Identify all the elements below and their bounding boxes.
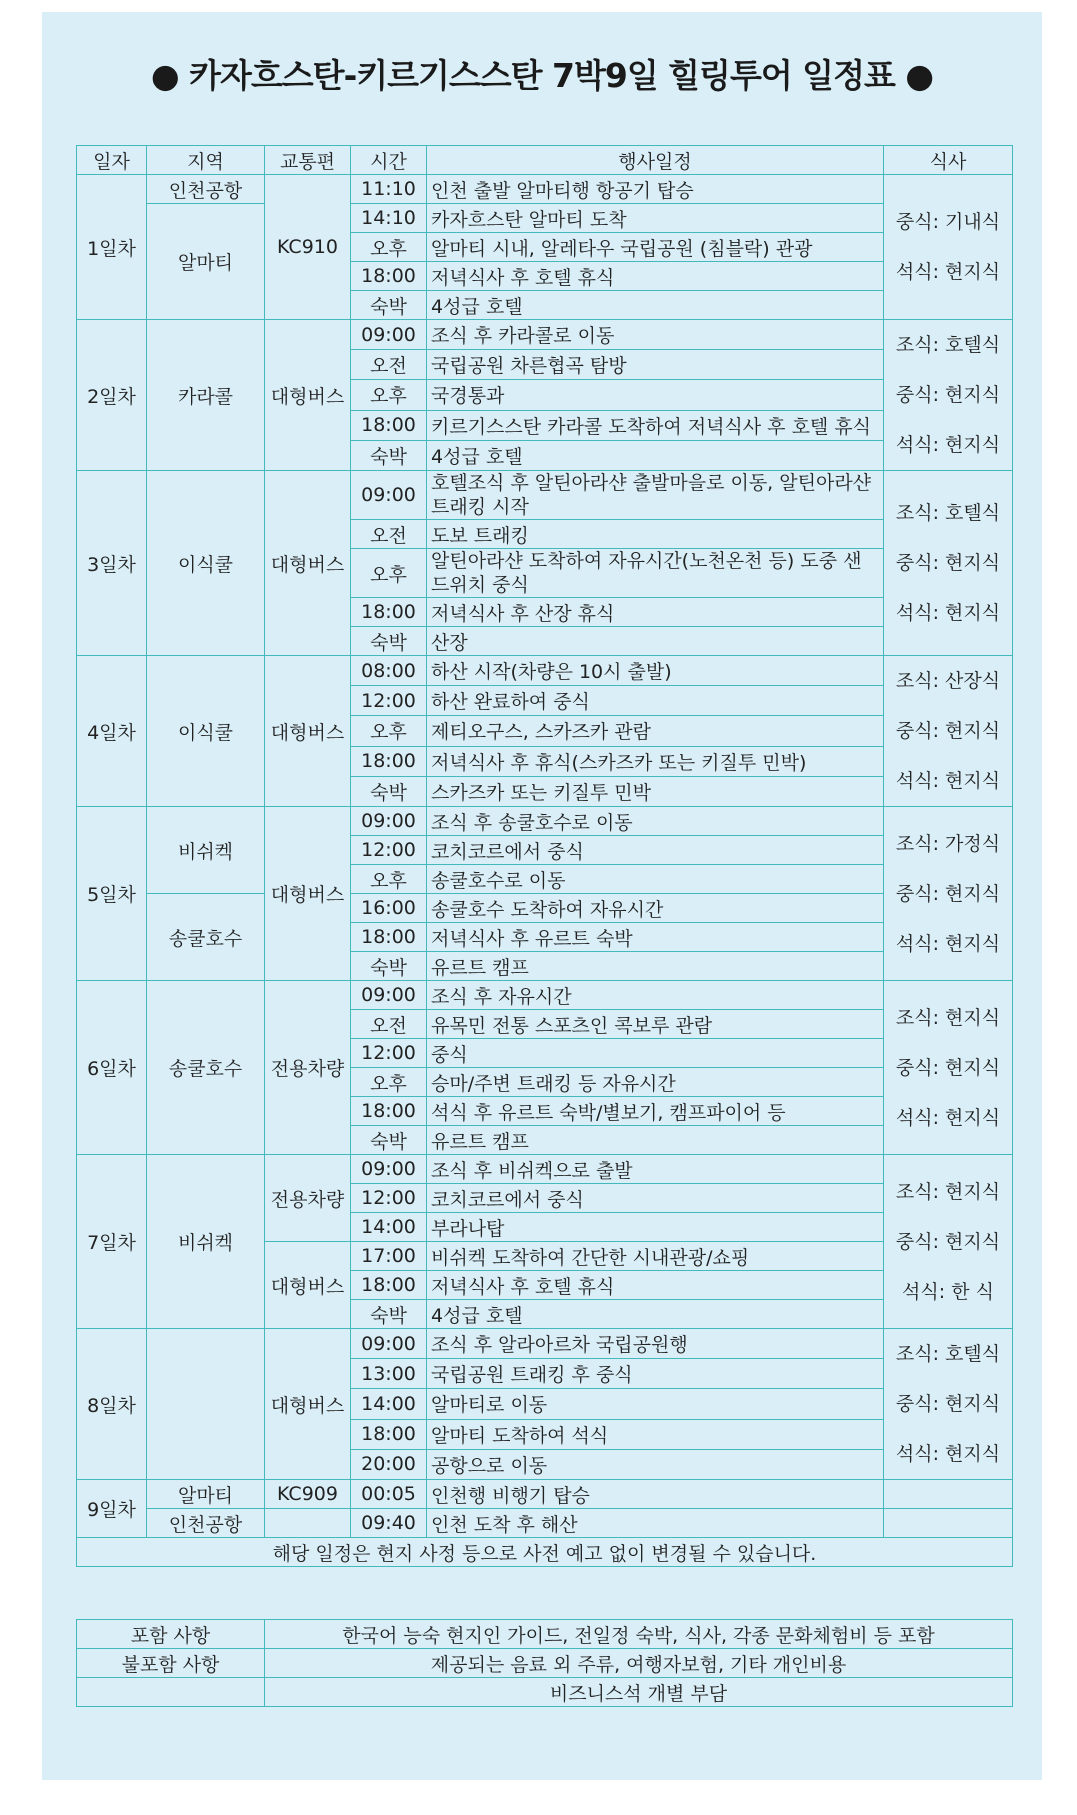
time-cell: 18:00 <box>351 598 427 627</box>
meals-cell <box>884 471 1013 656</box>
notice-row <box>77 1538 1013 1567</box>
transport-cell: 대형버스 <box>265 1242 351 1329</box>
meal-entry: 중식: 현지식 <box>895 720 1001 742</box>
activity-cell: 공항으로 이동 <box>427 1449 884 1479</box>
meal-entry: 조식: 가정식 <box>895 832 1001 855</box>
activity-cell: 비쉬켁 도착하여 간단한 시내관광/쇼핑 <box>427 1242 884 1271</box>
page-title: ● 카자흐스탄-키르기스스탄 7박9일 힐링투어 일정표 ● <box>150 56 934 95</box>
time-cell: 오후 <box>351 380 427 410</box>
meal-entry: 석식: 현지식 <box>895 602 1001 624</box>
transport-cell: 전용차량 <box>265 1155 351 1242</box>
meal-entry: 중식: 현지식 <box>895 384 1001 406</box>
time-cell: 오전 <box>351 1010 427 1039</box>
time-cell: 12:00 <box>351 1039 427 1068</box>
activity-cell: 유목민 전통 스포츠인 콕보루 관람 <box>427 1010 884 1039</box>
schedule-sheet <box>42 12 1042 1780</box>
day-label: 7일차 <box>77 1155 147 1329</box>
activity-cell: 저녁식사 후 휴식(스카즈카 또는 키질투 민박) <box>427 746 884 776</box>
time-cell: 오후 <box>351 865 427 894</box>
region-cell <box>147 1329 265 1480</box>
schedule-table <box>76 145 1013 1567</box>
meal-entry: 석식: 현지식 <box>895 434 1001 456</box>
header-row <box>77 146 1013 175</box>
header-time: 시간 <box>351 146 427 175</box>
activity-cell: 저녁식사 후 호텔 휴식 <box>427 262 884 291</box>
time-cell: 13:00 <box>351 1359 427 1389</box>
time-cell: 17:00 <box>351 1242 427 1271</box>
schedule-row <box>77 1329 1013 1359</box>
schedule-row <box>77 807 1013 836</box>
meal-entry: 석식: 현지식 <box>895 1106 1001 1129</box>
meals-cell <box>884 1480 1013 1509</box>
region-cell: 알마티 <box>147 204 265 320</box>
activity-cell: 조식 후 카라콜로 이동 <box>427 320 884 350</box>
meal-entry: 중식: 현지식 <box>895 1230 1001 1253</box>
time-cell: 18:00 <box>351 746 427 776</box>
time-cell: 12:00 <box>351 836 427 865</box>
activity-cell: 호텔조식 후 알틴아라샨 출발마을로 이동, 알틴아라샨 트래킹 시작 <box>427 471 884 520</box>
time-cell: 00:05 <box>351 1480 427 1509</box>
extras-value: 한국어 능숙 현지인 가이드, 전일정 숙박, 식사, 각종 문화체험비 등 포함 <box>265 1620 1013 1649</box>
extras-value: 비즈니스석 개별 부담 <box>265 1678 1013 1707</box>
transport-cell: 대형버스 <box>265 656 351 807</box>
activity-cell: 4성급 호텔 <box>427 291 884 320</box>
day-label: 3일차 <box>77 471 147 656</box>
time-cell: 12:00 <box>351 686 427 716</box>
schedule-row <box>77 1509 1013 1538</box>
day-label: 2일차 <box>77 320 147 471</box>
activity-cell: 인천 도착 후 해산 <box>427 1509 884 1538</box>
activity-cell: 조식 후 비쉬켁으로 출발 <box>427 1155 884 1184</box>
time-cell: 09:00 <box>351 320 427 350</box>
meal-entry: 조식: 산장식 <box>895 670 1001 692</box>
activity-cell: 인천행 비행기 탑승 <box>427 1480 884 1509</box>
region-cell: 송쿨호수 <box>147 981 265 1155</box>
extras-table <box>76 1619 1013 1707</box>
extras-row <box>77 1620 1013 1649</box>
time-cell: 14:00 <box>351 1389 427 1419</box>
activity-cell: 알마티로 이동 <box>427 1389 884 1419</box>
meal-entry: 석식: 현지식 <box>895 1443 1001 1465</box>
time-cell: 숙박 <box>351 1300 427 1329</box>
activity-cell: 제티오구스, 스카즈카 관람 <box>427 716 884 746</box>
activity-cell: 조식 후 자유시간 <box>427 981 884 1010</box>
activity-cell: 하산 시작(차량은 10시 출발) <box>427 656 884 686</box>
meals-cell <box>884 981 1013 1155</box>
activity-cell: 알틴아라샨 도착하여 자유시간(노천온천 등) 도중 샌드위치 중식 <box>427 549 884 598</box>
meal-entry: 조식: 현지식 <box>895 1006 1001 1029</box>
schedule-row <box>77 204 1013 233</box>
extras-value: 제공되는 음료 외 주류, 여행자보험, 기타 개인비용 <box>265 1649 1013 1678</box>
time-cell: 숙박 <box>351 440 427 470</box>
transport-cell: 대형버스 <box>265 471 351 656</box>
activity-cell: 승마/주변 트래킹 등 자유시간 <box>427 1068 884 1097</box>
meal-entry: 석식: 현지식 <box>895 932 1001 955</box>
extras-label <box>77 1678 265 1707</box>
extras-label: 포함 사항 <box>77 1620 265 1649</box>
meals-cell <box>884 1155 1013 1329</box>
time-cell: 오전 <box>351 350 427 380</box>
activity-cell: 송쿨호수 도착하여 자유시간 <box>427 894 884 923</box>
transport-cell: 대형버스 <box>265 320 351 471</box>
day-label: 8일차 <box>77 1329 147 1480</box>
time-cell: 18:00 <box>351 1419 427 1449</box>
activity-cell: 조식 후 알라아르차 국립공원행 <box>427 1329 884 1359</box>
activity-cell: 조식 후 송쿨호수로 이동 <box>427 807 884 836</box>
meals-cell <box>884 1509 1013 1538</box>
meal-entry: 석식: 현지식 <box>895 770 1001 792</box>
time-cell: 16:00 <box>351 894 427 923</box>
day-label: 1일차 <box>77 175 147 320</box>
time-cell: 09:00 <box>351 1155 427 1184</box>
time-cell: 14:10 <box>351 204 427 233</box>
extras-row <box>77 1678 1013 1707</box>
activity-cell: 알마티 시내, 알레타우 국립공원 (침블락) 관광 <box>427 233 884 262</box>
meal-entry: 조식: 현지식 <box>895 1180 1001 1203</box>
time-cell: 09:00 <box>351 981 427 1010</box>
time-cell: 09:00 <box>351 1329 427 1359</box>
schedule-row <box>77 1480 1013 1509</box>
activity-cell: 키르기스스탄 카라콜 도착하여 저녁식사 후 호텔 휴식 <box>427 410 884 440</box>
activity-cell: 국립공원 트래킹 후 중식 <box>427 1359 884 1389</box>
meal-entry: 중식: 현지식 <box>895 1393 1001 1415</box>
transport-cell: 대형버스 <box>265 807 351 981</box>
activity-cell: 송쿨호수로 이동 <box>427 865 884 894</box>
schedule-row <box>77 894 1013 923</box>
time-cell: 08:00 <box>351 656 427 686</box>
meal-entry: 조식: 호텔식 <box>895 334 1001 356</box>
time-cell: 20:00 <box>351 1449 427 1479</box>
header-day: 일자 <box>77 146 147 175</box>
activity-cell: 유르트 캠프 <box>427 952 884 981</box>
time-cell: 숙박 <box>351 627 427 656</box>
meal-entry: 중식: 현지식 <box>895 882 1001 905</box>
time-cell: 18:00 <box>351 1271 427 1300</box>
region-cell: 비쉬켁 <box>147 1155 265 1329</box>
activity-cell: 4성급 호텔 <box>427 1300 884 1329</box>
activity-cell: 중식 <box>427 1039 884 1068</box>
time-cell: 09:00 <box>351 471 427 520</box>
time-cell: 오후 <box>351 233 427 262</box>
activity-cell: 코치코르에서 중식 <box>427 1184 884 1213</box>
header-transport: 교통편 <box>265 146 351 175</box>
activity-cell: 인천 출발 알마티행 항공기 탑승 <box>427 175 884 204</box>
extras-label: 불포함 사항 <box>77 1649 265 1678</box>
time-cell: 14:00 <box>351 1213 427 1242</box>
activity-cell: 코치코르에서 중식 <box>427 836 884 865</box>
time-cell: 오후 <box>351 549 427 598</box>
meals-cell <box>884 807 1013 981</box>
region-cell: 이식쿨 <box>147 471 265 656</box>
day-label: 9일차 <box>77 1480 147 1538</box>
activity-cell: 석식 후 유르트 숙박/별보기, 캠프파이어 등 <box>427 1097 884 1126</box>
transport-cell: 전용차량 <box>265 981 351 1155</box>
activity-cell: 저녁식사 후 호텔 휴식 <box>427 1271 884 1300</box>
meals-cell <box>884 320 1013 471</box>
meal-entry: 석식: 현지식 <box>895 261 1001 283</box>
transport-cell: KC909 <box>265 1480 351 1509</box>
schedule-row <box>77 656 1013 686</box>
header-activity: 행사일정 <box>427 146 884 175</box>
time-cell: 숙박 <box>351 1126 427 1155</box>
transport-cell <box>265 1509 351 1538</box>
activity-cell: 산장 <box>427 627 884 656</box>
schedule-row <box>77 320 1013 350</box>
meal-entry: 조식: 호텔식 <box>895 502 1001 524</box>
time-cell: 숙박 <box>351 776 427 806</box>
activity-cell: 부라나탑 <box>427 1213 884 1242</box>
meal-entry: 석식: 한 식 <box>902 1280 994 1303</box>
day-label: 4일차 <box>77 656 147 807</box>
time-cell: 숙박 <box>351 291 427 320</box>
header-meals: 식사 <box>884 146 1013 175</box>
schedule-row <box>77 175 1013 204</box>
region-cell: 비쉬켁 <box>147 807 265 894</box>
meal-entry: 조식: 호텔식 <box>895 1343 1001 1365</box>
meals-cell <box>884 175 1013 320</box>
meals-cell <box>884 656 1013 807</box>
activity-cell: 도보 트래킹 <box>427 520 884 549</box>
activity-cell: 저녁식사 후 유르트 숙박 <box>427 923 884 952</box>
schedule-row <box>77 471 1013 520</box>
meal-entry: 중식: 현지식 <box>895 552 1001 574</box>
activity-cell: 카자흐스탄 알마티 도착 <box>427 204 884 233</box>
meal-entry: 중식: 현지식 <box>895 1056 1001 1079</box>
time-cell: 18:00 <box>351 923 427 952</box>
notice-text: 해당 일정은 현지 사정 등으로 사전 예고 없이 변경될 수 있습니다. <box>77 1538 1013 1567</box>
region-cell: 인천공항 <box>147 1509 265 1538</box>
meals-cell <box>884 1329 1013 1480</box>
meal-entry: 중식: 기내식 <box>895 211 1001 233</box>
time-cell: 18:00 <box>351 1097 427 1126</box>
time-cell: 18:00 <box>351 262 427 291</box>
header-region: 지역 <box>147 146 265 175</box>
day-label: 6일차 <box>77 981 147 1155</box>
time-cell: 오후 <box>351 1068 427 1097</box>
region-cell: 송쿨호수 <box>147 894 265 981</box>
schedule-row <box>77 1155 1013 1184</box>
activity-cell: 유르트 캠프 <box>427 1126 884 1155</box>
activity-cell: 국립공원 차른협곡 탐방 <box>427 350 884 380</box>
time-cell: 12:00 <box>351 1184 427 1213</box>
time-cell: 오전 <box>351 520 427 549</box>
time-cell: 18:00 <box>351 410 427 440</box>
activity-cell: 스카즈카 또는 키질투 민박 <box>427 776 884 806</box>
day-label: 5일차 <box>77 807 147 981</box>
time-cell: 오후 <box>351 716 427 746</box>
time-cell: 09:00 <box>351 807 427 836</box>
region-cell: 알마티 <box>147 1480 265 1509</box>
time-cell: 11:10 <box>351 175 427 204</box>
region-cell: 카라콜 <box>147 320 265 471</box>
extras-row <box>77 1649 1013 1678</box>
activity-cell: 하산 완료하여 중식 <box>427 686 884 716</box>
activity-cell: 알마티 도착하여 석식 <box>427 1419 884 1449</box>
transport-cell: 대형버스 <box>265 1329 351 1480</box>
time-cell: 숙박 <box>351 952 427 981</box>
schedule-body <box>77 146 1013 1567</box>
transport-cell: KC910 <box>265 175 351 320</box>
activity-cell: 4성급 호텔 <box>427 440 884 470</box>
region-cell: 인천공항 <box>147 175 265 204</box>
region-cell: 이식쿨 <box>147 656 265 807</box>
schedule-row <box>77 981 1013 1010</box>
time-cell: 09:40 <box>351 1509 427 1538</box>
activity-cell: 국경통과 <box>427 380 884 410</box>
activity-cell: 저녁식사 후 산장 휴식 <box>427 598 884 627</box>
